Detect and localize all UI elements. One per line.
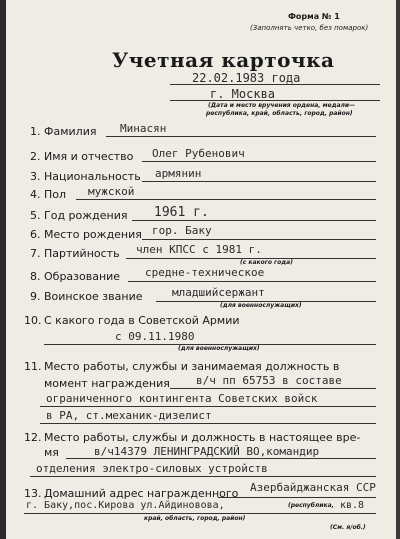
field-6-line <box>142 239 376 240</box>
field-party-label: Партийность <box>44 247 120 260</box>
field-nationality-value: армянин <box>155 167 202 180</box>
award-date: 22.02.1983 года <box>192 71 301 85</box>
field-11-line-3 <box>40 423 376 424</box>
field-12-number: 12. <box>24 431 42 444</box>
field-address-note: (См. я/об.) <box>330 524 366 531</box>
fill-instruction: (Заполнять четко, без помарок) <box>250 24 369 32</box>
field-job-at-award-label-1: Место работы, службы и занимаемая должность в <box>44 360 340 373</box>
date-underline <box>170 84 380 85</box>
field-name-value: Олег Рубенович <box>152 147 245 160</box>
field-nationality-label: Национальность <box>44 170 141 183</box>
field-current-job-value-1: в/ч14379 ЛЕНИНГРАДСКИЙ ВО,командир <box>94 445 320 458</box>
scan-edge-right <box>396 0 400 539</box>
field-birth-year-label: Год рождения <box>44 209 128 222</box>
field-surname-value: Минасян <box>120 122 167 135</box>
date-place-caption-1: (Дата и место вручения ордена, медали— <box>208 102 356 109</box>
field-address-label: Домашний адрес награжденного <box>44 487 239 500</box>
field-4-number: 4. <box>30 188 41 201</box>
field-11-line-2 <box>40 406 376 407</box>
field-current-job-label-1: Место работы, службы и должность в настоящее вре- <box>44 431 361 444</box>
field-address-caption: край, область, город, район) <box>144 515 246 522</box>
field-4-line <box>76 199 376 200</box>
field-13-line-2 <box>24 513 376 514</box>
field-army-year-value: с 09.11.1980 <box>115 330 195 343</box>
field-education-label: Образование <box>44 270 121 283</box>
field-1-line <box>106 136 376 137</box>
field-current-job-label-2: мя <box>44 446 59 459</box>
field-3-number: 3. <box>30 170 41 183</box>
field-party-note: (с какого года) <box>240 259 293 266</box>
field-5-line <box>132 220 376 221</box>
place-underline <box>170 100 380 101</box>
field-surname-label: Фамилия <box>44 125 97 138</box>
scan-edge-left <box>0 0 6 539</box>
field-address-value-3: кв.8 <box>340 500 365 511</box>
date-place-caption-2: республика, край, область, город, район) <box>206 110 353 117</box>
field-army-year-note: (для военнослужащих) <box>178 345 260 352</box>
field-6-number: 6. <box>30 228 41 241</box>
form-number: Форма № 1 <box>288 12 340 21</box>
field-13-number: 13. <box>24 487 42 500</box>
field-sex-value: мужской <box>88 185 135 198</box>
field-army-year-label: С какого года в Советской Армии <box>44 314 240 327</box>
field-12-line-1 <box>66 458 376 459</box>
field-7-number: 7. <box>30 247 41 260</box>
field-11-number: 11. <box>24 360 42 373</box>
field-10-number: 10. <box>24 314 42 327</box>
field-13-line-1 <box>218 497 376 498</box>
field-9-number: 9. <box>30 290 41 303</box>
field-sex-label: Пол <box>44 188 67 201</box>
field-birth-year-value: 1961 г. <box>154 205 209 220</box>
field-12-line-2 <box>30 476 376 477</box>
field-8-number: 8. <box>30 270 41 283</box>
field-1-number: 1. <box>30 125 41 138</box>
field-5-number: 5. <box>30 209 41 222</box>
field-rank-value: младшийсержант <box>172 286 265 299</box>
field-party-value: член КПСС с 1981 г. <box>136 243 262 256</box>
field-job-at-award-value-2: ограниченного контингента Советских войск <box>46 392 318 405</box>
field-address-value-2: г. Баку,пос.Кирова ул.Айдиновова, <box>26 500 225 511</box>
field-birthplace-label: Место рождения <box>44 228 142 241</box>
field-8-line <box>128 281 376 282</box>
field-birthplace-value: гор. Баку <box>152 224 212 237</box>
field-current-job-value-2: отделения электро-силовых устройств <box>36 462 268 475</box>
field-2-number: 2. <box>30 150 41 163</box>
field-3-line <box>142 181 376 182</box>
field-education-value: средне-техническое <box>145 266 265 279</box>
card-title: Учетная карточка <box>112 48 335 72</box>
field-rank-label: Воинское звание <box>44 290 143 303</box>
field-job-at-award-value-1: в/ч пп 65753 в составе <box>196 374 342 387</box>
field-job-at-award-value-3: в РА, ст.механик-дизелист <box>46 409 212 422</box>
field-2-line <box>142 161 376 162</box>
field-11-line-1 <box>170 388 376 389</box>
field-address-caption-republic: (республика, <box>288 502 334 509</box>
field-name-label: Имя и отчество <box>44 150 134 163</box>
field-rank-note: (для военнослужащих) <box>220 302 302 309</box>
award-place: г. Москва <box>210 87 276 101</box>
field-job-at-award-label-2: момент награждения <box>44 377 170 390</box>
field-address-value-1: Азербайджанская ССР <box>250 481 376 494</box>
